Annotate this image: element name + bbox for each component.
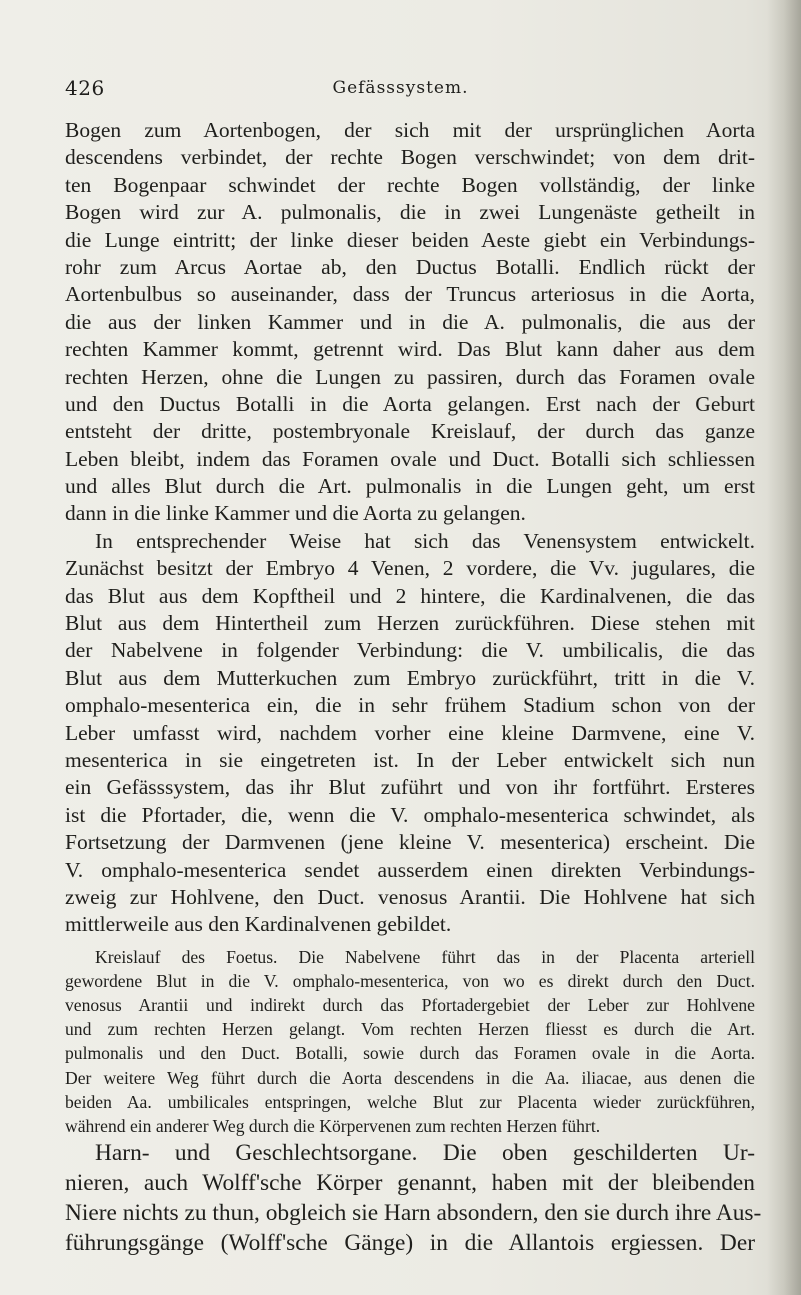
text-line: ten Bogenpaar schwindet der rechte Bogen vollständig, der linke bbox=[65, 172, 755, 197]
text-line: die aus der linken Kammer und in die A. pulmonalis, die aus der bbox=[65, 309, 755, 334]
body-text bbox=[65, 117, 762, 1258]
text-line: führungsgänge (Wolff'sche Gänge) in die Allantois ergiessen. Der bbox=[65, 1230, 755, 1257]
running-head: Gefässsystem. bbox=[332, 78, 469, 98]
text-line: dann in die linke Kammer und die Aorta zu gelangen. bbox=[65, 501, 526, 526]
text-line: und den Ductus Botalli in die Aorta gelangen. Erst nach der Geburt bbox=[65, 391, 755, 416]
page-number: 426 bbox=[65, 76, 105, 100]
text-line: ein Gefässsystem, das ihr Blut zuführt und von ihr fortführt. Ersteres bbox=[65, 775, 755, 800]
text-line: Blut aus dem Hintertheil zum Herzen zurückführen. Diese stehen mit bbox=[65, 611, 755, 636]
text-line: V. omphalo-mesenterica sendet ausserdem einen direkten Verbindungs- bbox=[65, 857, 755, 882]
text-line: Bogen wird zur A. pulmonalis, die in zwei Lungenäste getheilt in bbox=[65, 200, 755, 225]
text-line: rechten Herzen, ohne die Lungen zu passiren, durch das Foramen ovale bbox=[65, 364, 755, 389]
text-line: Zunächst besitzt der Embryo 4 Venen, 2 vordere, die Vv. jugulares, die bbox=[65, 556, 755, 581]
text-line: rechten Kammer kommt, getrennt wird. Das Blut kann daher aus dem bbox=[65, 337, 755, 362]
note-line: pulmonalis und den Duct. Botalli, sowie durch das Foramen ovale in die Aorta. bbox=[65, 1043, 755, 1064]
text-line: Bogen zum Aortenbogen, der sich mit der ursprünglichen Aorta bbox=[65, 118, 755, 142]
note-line: beiden Aa. umbilicales entspringen, welche Blut zur Placenta wieder zurückführen, bbox=[65, 1091, 755, 1112]
note-line: während ein anderer Weg durch die Körpervenen zum rechten Herzen führt. bbox=[65, 1116, 601, 1137]
text-line: mesenterica in sie eingetreten ist. In der Leber entwickelt sich nun bbox=[65, 747, 755, 772]
text-line: nieren, auch Wolff'sche Körper genannt, haben mit der bleibenden bbox=[65, 1170, 755, 1197]
text-line: entsteht der dritte, postembryonale Kreislauf, der durch das ganze bbox=[65, 419, 755, 444]
note-line: venosus Arantii und indirekt durch das Pfortadergebiet der Leber zur Hohlvene bbox=[65, 995, 755, 1016]
text-line: das Blut aus dem Kopftheil und 2 hintere, die Kardinalvenen, die das bbox=[65, 583, 755, 608]
text-line: Fortsetzung der Darmvenen (jene kleine V. mesenterica) erscheint. Die bbox=[65, 830, 755, 855]
text-line: und alles Blut durch die Art. pulmonalis in die Lungen geht, um erst bbox=[65, 474, 755, 499]
text-line: omphalo-mesenterica ein, die in sehr frühem Stadium schon von der bbox=[65, 693, 755, 718]
page-header bbox=[0, 76, 801, 102]
text-line: descendens verbindet, der rechte Bogen verschwindet; von dem drit- bbox=[65, 145, 755, 170]
note-line: und zum rechten Herzen gelangt. Vom rechten Herzen fliesst es durch die Art. bbox=[65, 1019, 755, 1040]
note-start-line: Kreislauf des Foetus. Die Nabelvene führt das in der Placenta arteriell bbox=[95, 946, 755, 967]
paragraph-start-line: In entsprechender Weise hat sich das Venensystem entwickelt. bbox=[95, 528, 755, 553]
text-line: Niere nichts zu thun, obgleich sie Harn absondern, den sie durch ihre Aus- bbox=[65, 1200, 762, 1227]
text-line: die Lunge eintritt; der linke dieser beiden Aeste giebt ein Verbindungs- bbox=[65, 227, 755, 252]
text-line: ist die Pfortader, die, wenn die V. omphalo-mesenterica schwindet, als bbox=[65, 802, 755, 827]
note-line: Der weitere Weg führt durch die Aorta descendens in die Aa. iliacae, aus denen die bbox=[65, 1067, 755, 1088]
text-line: Leben bleibt, indem das Foramen ovale und Duct. Botalli sich schliessen bbox=[65, 446, 755, 471]
text-line: zweig zur Hohlvene, den Duct. venosus Arantii. Die Hohlvene hat sich bbox=[65, 884, 755, 909]
section-heading-line: Harn- und Geschlechtsorgane. Die oben geschilderten Ur- bbox=[95, 1140, 755, 1167]
page-edge-shadow bbox=[767, 0, 801, 1295]
text-line: rohr zum Arcus Aortae ab, den Ductus Botalli. Endlich rückt der bbox=[65, 254, 755, 279]
text-line: Blut aus dem Mutterkuchen zum Embryo zurückführt, tritt in die V. bbox=[65, 665, 755, 690]
text-line: Leber umfasst wird, nachdem vorher eine kleine Darmvene, eine V. bbox=[65, 720, 755, 745]
text-line: Aortenbulbus so auseinander, dass der Truncus arteriosus in die Aorta, bbox=[65, 282, 755, 307]
text-line: mittlerweile aus den Kardinalvenen gebildet. bbox=[65, 912, 452, 937]
text-line: der Nabelvene in folgender Verbindung: die V. umbilicalis, die das bbox=[65, 638, 755, 663]
note-line: gewordene Blut in die V. omphalo-mesenterica, von wo es direkt durch den Duct. bbox=[65, 970, 755, 991]
